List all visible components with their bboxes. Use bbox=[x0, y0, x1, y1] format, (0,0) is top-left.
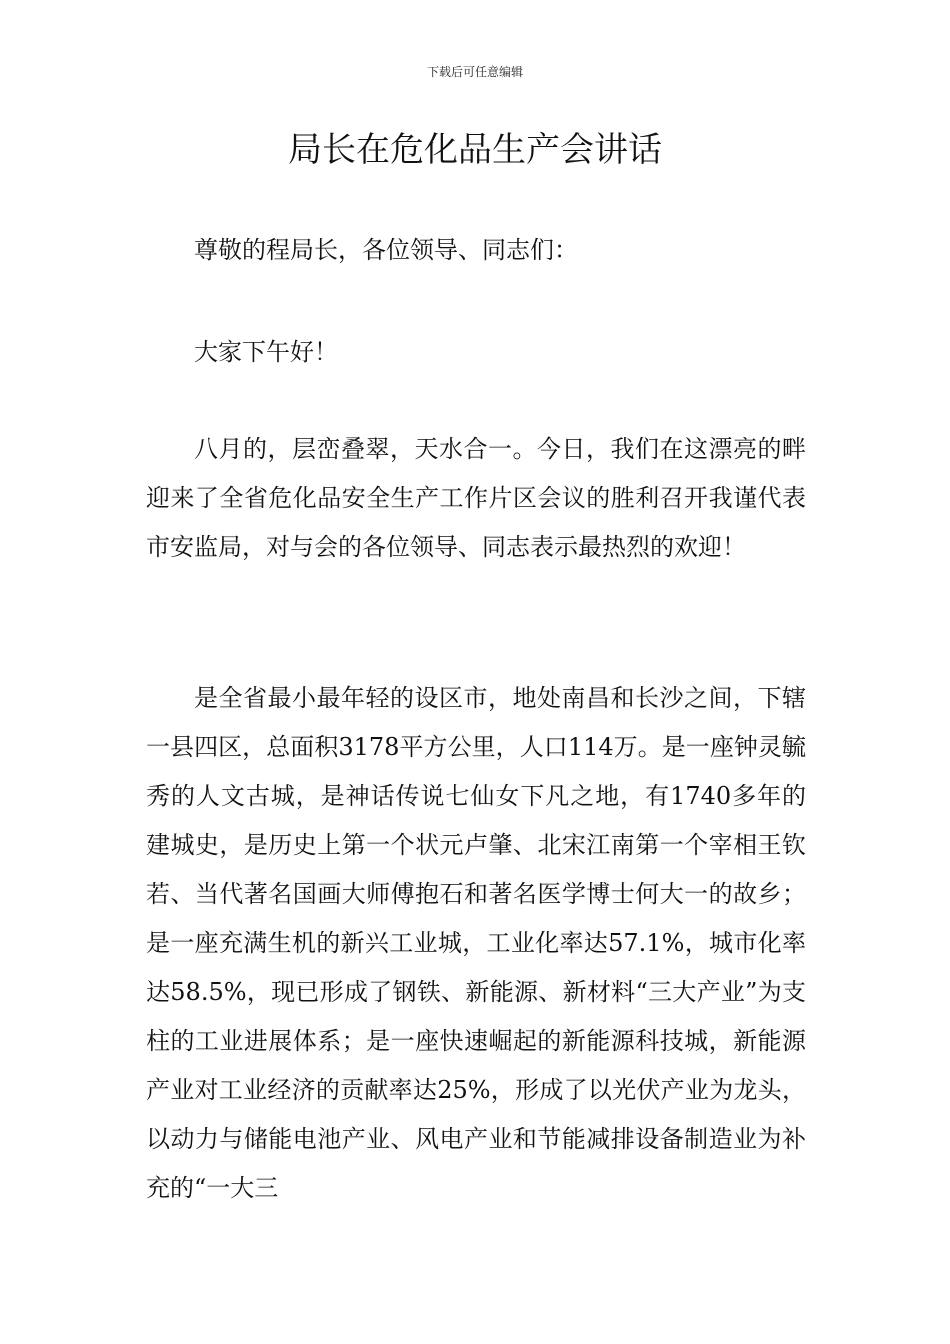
body-paragraph-1: 八月的，层峦叠翠，天水合一。今日，我们在这漂亮的畔迎来了全省危化品安全生产工作片区会议的胜利召开我谨代表市安监局，对与会的各位领导、同志表示最热烈的欢迎！ bbox=[146, 435, 806, 561]
greeting-paragraph: 大家下午好！ bbox=[194, 338, 338, 366]
salutation-paragraph: 尊敬的程局长，各位领导、同志们： bbox=[194, 236, 578, 264]
page-header-note: 下载后可任意编辑 bbox=[426, 65, 523, 79]
document-title: 局长在危化品生产会讲话 bbox=[288, 130, 662, 170]
body-paragraph-2: 是全省最小最年轻的设区市，地处南昌和长沙之间，下辖一县四区，总面积3178平方公里，人口114万。是一座钟灵毓秀的人文古城，是神话传说七仙女下凡之地，有1740多年的建城史，是历史上第一个状元卢肇、北宋江南第一个宰相王钦若、当代著名国画大师傅抱石和著名医学博士何大一的故乡；是一座充满生机的新兴工业城，工业化率达57.1%，城市化率达58.5%，现已形成了钢铁、新能源、新材料“三大产业”为支柱的工业进展体系；是一座快速崛起的新能源科技城，新能源产业对工业经济的贡献率达25%，形成了以光伏产业为龙头，以动力与储能电池产业、风电产业和节能减排设备制造业为补充的“一大三 bbox=[146, 684, 806, 1202]
